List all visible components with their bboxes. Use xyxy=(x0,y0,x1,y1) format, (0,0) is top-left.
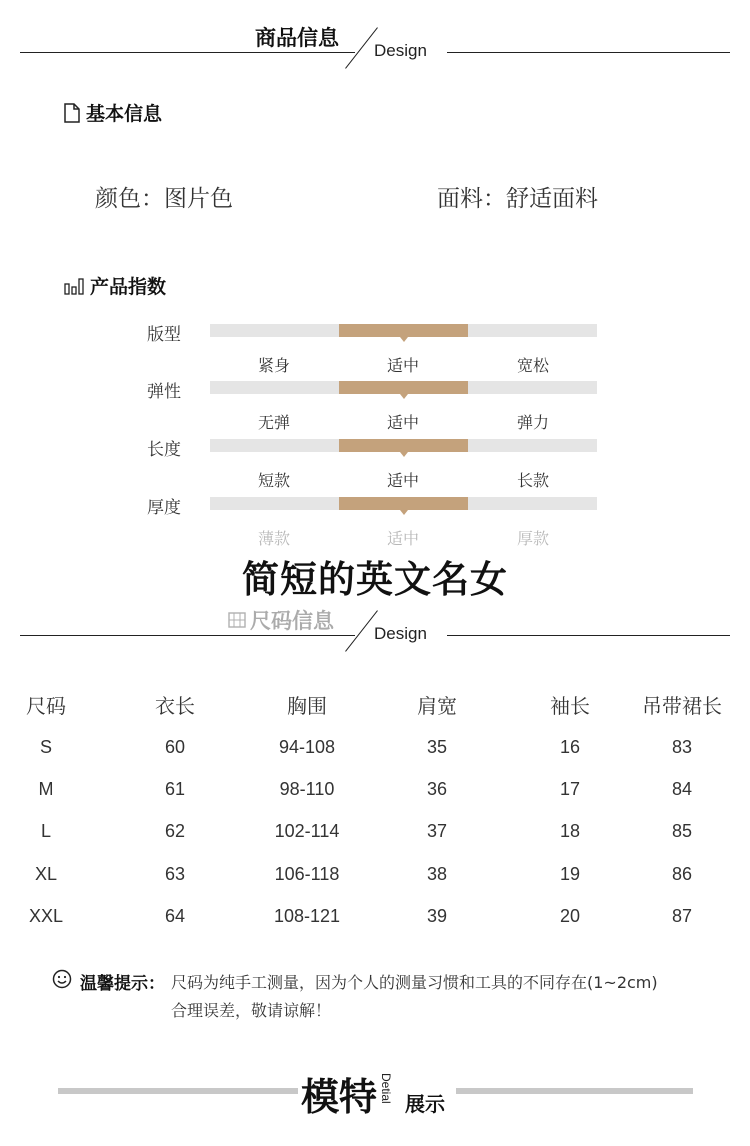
table-cell: 61 xyxy=(164,779,186,799)
table-cell: M xyxy=(38,779,54,799)
index-option: 适中 xyxy=(386,413,419,432)
index-pointer xyxy=(400,337,408,342)
table-cell: L xyxy=(40,821,51,841)
index-option: 宽松 xyxy=(516,356,549,375)
index-bar-selected xyxy=(339,439,468,452)
index-label: 弹性 xyxy=(147,382,181,402)
table-cell: 64 xyxy=(164,906,186,926)
table-header-cell: 衣长 xyxy=(155,694,195,718)
bar-chart-icon xyxy=(64,277,84,295)
size-header-right-line xyxy=(447,635,730,636)
table-cell: S xyxy=(39,737,52,757)
index-bar xyxy=(210,497,597,510)
model-suffix: 展示 xyxy=(405,1092,445,1116)
table-cell: XL xyxy=(34,864,58,884)
table-cell: 86 xyxy=(671,864,693,884)
table-cell: 62 xyxy=(164,821,186,841)
table-header-cell: 尺码 xyxy=(26,694,66,718)
table-cell: 87 xyxy=(671,906,693,926)
index-bar xyxy=(210,324,597,337)
table-header-cell: 肩宽 xyxy=(417,694,457,718)
model-left-bar xyxy=(58,1088,298,1094)
model-title: 模特 xyxy=(301,1075,378,1119)
table-cell: 18 xyxy=(559,821,581,841)
index-option: 紧身 xyxy=(257,356,290,375)
table-header-cell: 胸围 xyxy=(287,694,327,718)
size-header-slash xyxy=(345,610,378,652)
overlay-title: 简短的英文名女 xyxy=(242,558,508,601)
table-cell: 38 xyxy=(426,864,448,884)
ruler-icon xyxy=(228,612,246,628)
index-option: 适中 xyxy=(386,529,419,548)
index-label: 厚度 xyxy=(147,498,181,518)
table-cell: 83 xyxy=(671,737,693,757)
document-icon xyxy=(64,103,80,123)
index-bar xyxy=(210,439,597,452)
header-right-line xyxy=(447,52,730,53)
table-cell: 60 xyxy=(164,737,186,757)
table-cell: 17 xyxy=(559,779,581,799)
table-cell: 16 xyxy=(559,737,581,757)
table-cell: 37 xyxy=(426,821,448,841)
table-cell: 19 xyxy=(559,864,581,884)
table-cell: 36 xyxy=(426,779,448,799)
fabric-info: 面料：舒适面料 xyxy=(437,186,598,212)
table-cell: 39 xyxy=(426,906,448,926)
table-cell: 84 xyxy=(671,779,693,799)
detail-vertical-label: Detial xyxy=(379,1073,393,1104)
table-cell: 94-108 xyxy=(278,737,336,757)
header-left-line xyxy=(20,52,355,53)
basic-info-heading xyxy=(64,99,162,126)
section-title: 商品信息 xyxy=(255,26,339,50)
index-pointer xyxy=(400,452,408,457)
index-bar-selected xyxy=(339,381,468,394)
index-option: 短款 xyxy=(257,471,290,490)
index-label: 长度 xyxy=(147,440,181,460)
table-cell: 35 xyxy=(426,737,448,757)
color-info: 颜色：图片色 xyxy=(95,186,233,212)
index-bar xyxy=(210,381,597,394)
table-cell: 20 xyxy=(559,906,581,926)
index-option: 薄款 xyxy=(257,529,290,548)
table-cell: 108-121 xyxy=(273,906,341,926)
size-design-label: Design xyxy=(374,624,427,643)
index-option: 无弹 xyxy=(257,413,290,432)
table-cell: 63 xyxy=(164,864,186,884)
index-pointer xyxy=(400,394,408,399)
table-header-cell: 袖长 xyxy=(550,694,590,718)
index-pointer xyxy=(400,510,408,515)
index-option: 长款 xyxy=(516,471,549,490)
table-cell: 102-114 xyxy=(274,821,340,841)
table-cell: 106-118 xyxy=(274,864,340,884)
table-cell: 98-110 xyxy=(279,779,335,799)
indices-label: 产品指数 xyxy=(90,276,167,298)
size-header-left-line xyxy=(20,635,355,636)
index-option: 弹力 xyxy=(516,413,549,432)
tip-label: 温馨提示： xyxy=(80,974,165,994)
index-bar-selected xyxy=(339,324,468,337)
tip-line-1: 尺码为纯手工测量，因为个人的测量习惯和工具的不同存在(1~2cm) xyxy=(171,973,658,992)
table-cell: 85 xyxy=(671,821,693,841)
index-option: 适中 xyxy=(386,471,419,490)
size-section-label: 尺码信息 xyxy=(250,609,334,633)
indices-heading xyxy=(64,272,166,299)
index-bar-selected xyxy=(339,497,468,510)
table-header-cell: 吊带裙长 xyxy=(642,694,722,718)
index-label: 版型 xyxy=(147,325,181,345)
model-right-bar xyxy=(456,1088,693,1094)
smiley-icon xyxy=(52,969,72,989)
index-option: 厚款 xyxy=(516,529,549,548)
design-label: Design xyxy=(374,41,427,60)
header-slash xyxy=(345,27,378,69)
size-section-title xyxy=(228,605,334,635)
index-option: 适中 xyxy=(386,356,419,375)
basic-info-label: 基本信息 xyxy=(86,103,163,125)
table-cell: XXL xyxy=(28,906,64,926)
tip-line-2: 合理误差，敬请谅解！ xyxy=(171,1001,332,1020)
